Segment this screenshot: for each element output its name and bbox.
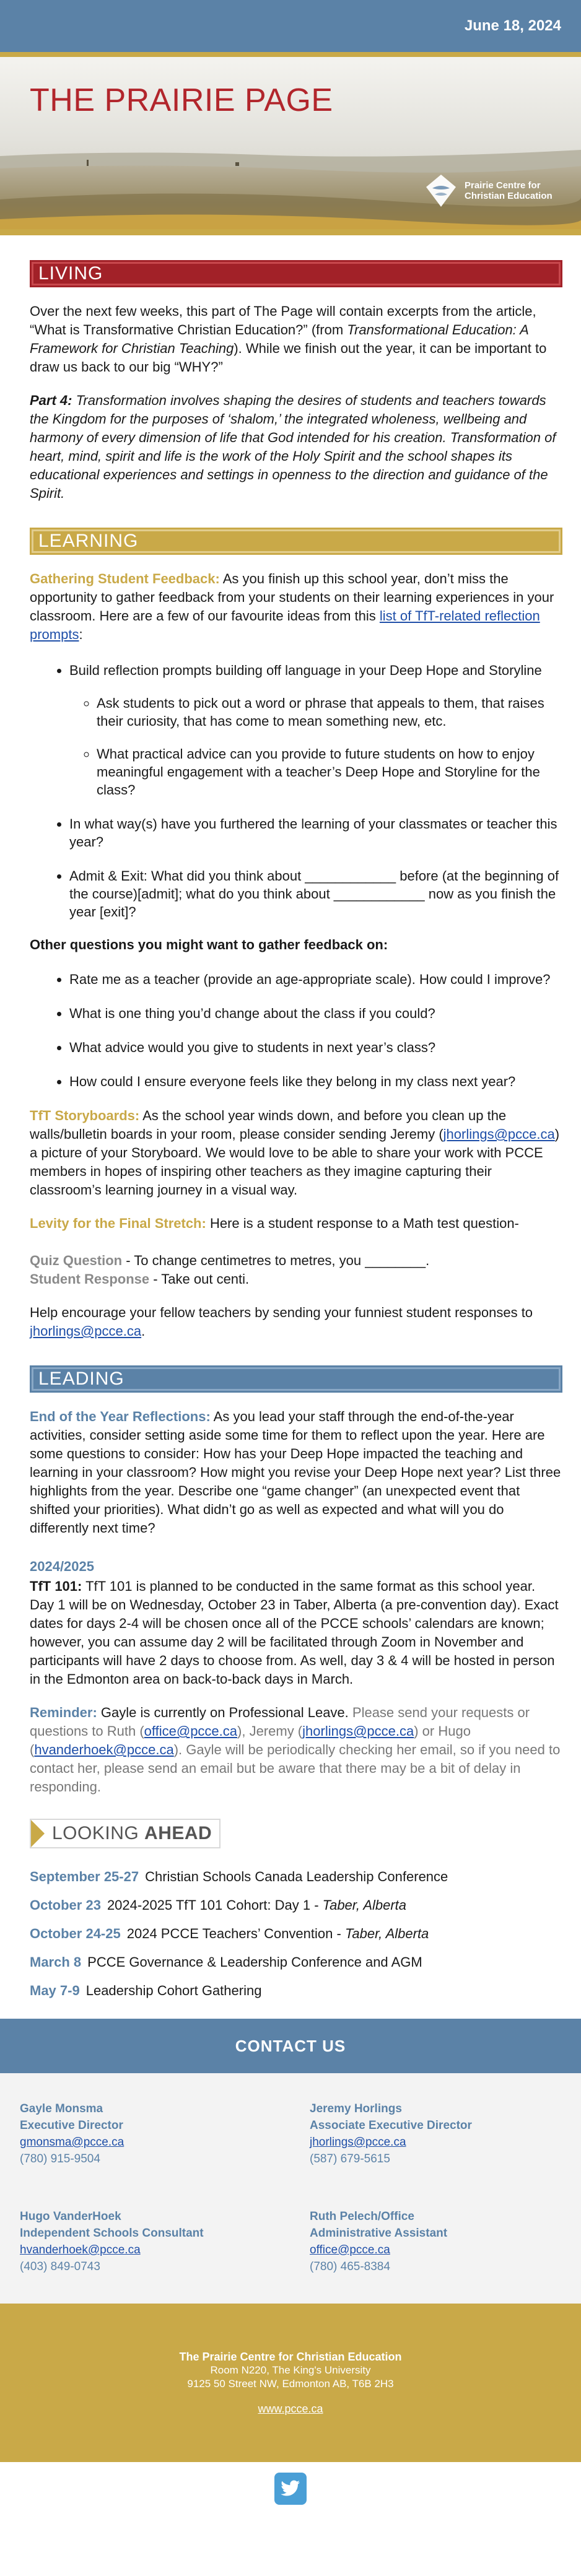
feedback-paragraph: Gathering Student Feedback: As you finish up this school year, don’t miss the opportunity to gather feedback from your students on their learning experiences in your classroom. Here are a few of our favourite ideas from this list of TfT-related reflection prompts:: [30, 571, 554, 642]
jeremy-email-link-2[interactable]: jhorlings@pcce.ca: [30, 1323, 142, 1339]
section-living-heading: LIVING: [30, 260, 562, 287]
hero-banner: [0, 52, 581, 235]
contact-card: Jeremy Horlings Associate Executive Director jhorlings@pcce.ca (587) 679-5615: [310, 2102, 472, 2165]
quiz-label: Quiz Question: [30, 1253, 123, 1268]
event-item: May 7-9 Leadership Cohort Gathering: [30, 1983, 262, 1998]
list-item: • Admit & Exit: What did you think about ____________ before (at the beginning of the course)[admit]; what do you think about ____________ now as you finish the year [exit]?: [69, 867, 562, 921]
encourage-paragraph: Help encourage your fellow teachers by sending your funniest student responses to jhorlings@pcce.ca.: [30, 1305, 533, 1339]
footer-org: The Prairie Centre for Christian Education: [179, 2351, 402, 2363]
pcce-logo: [424, 172, 564, 209]
contact-us-heading: CONTACT US: [0, 2019, 581, 2073]
list-item: • How could I ensure everyone feels like they belong in my class next year?: [69, 1073, 562, 1090]
list-item: • Build reflection prompts building off language in your Deep Hope and Storyline ◦ Ask students to pick out a word or phrase that appeals to them, that raises their curiosity, that has come to mean something new, etc. ◦ What practical advice can you provide to future students on how to enjoy meaningful engagement with a teacher’s Deep Hope and Storyline for the class?: [69, 661, 562, 799]
ruth-email-link[interactable]: office@pcce.ca: [144, 1723, 238, 1739]
list-item: ◦ What practical advice can you provide to future students on how to enjoy meaningful engagement with a teacher’s Deep Hope and Storyline for the class?: [97, 745, 562, 799]
event-item: October 23 2024-2025 TfT 101 Cohort: Day 1 - Taber, Alberta: [30, 1897, 407, 1913]
reflections-paragraph: End of the Year Reflections: As you lead your staff through the end-of-the-year activities, consider setting aside some time for them to reflect upon the year. Here are some questions to consider: How has your Deep Hope impacted the teaching and learning in your classroom? How might you revise your Deep Hope next year? List three highlights from the year. Describe one “game changer” (an unexpected event that shifted your priorities). What didn’t go as well as expected and what will you do differently next time?: [30, 1409, 561, 1536]
levity-paragraph: Levity for the Final Stretch: Here is a student response to a Math test question-: [30, 1216, 519, 1231]
section-leading-heading: LEADING: [30, 1365, 562, 1393]
website-link[interactable]: www.pcce.ca: [258, 2403, 323, 2415]
feedback-ideas-list: [30, 661, 562, 921]
event-item: September 25-27 Christian Schools Canada Leadership Conference: [30, 1869, 448, 1884]
event-item: October 24-25 2024 PCCE Teachers’ Convention - Taber, Alberta: [30, 1926, 429, 1941]
footer: [0, 2304, 581, 2462]
logo-line-1: Prairie Centre for: [465, 180, 541, 191]
contact-email-link[interactable]: office@pcce.ca: [310, 2243, 390, 2256]
events-list: [30, 1868, 562, 2000]
top-bar: [0, 0, 581, 52]
section-learning-heading: LEARNING: [30, 528, 562, 555]
other-questions-list: [30, 970, 562, 1090]
social-bar: [0, 2462, 581, 2515]
looking-ahead-heading: LOOKING AHEAD: [30, 1819, 221, 1848]
living-intro: Over the next few weeks, this part of The Page will contain excerpts from the article, “What is Transformative Christian Education?” (from Transformational Education: A Framework for Christian Teaching). While we finish out the year, it can be important to draw us back to our big “WHY?”: [30, 303, 547, 375]
contact-card: Ruth Pelech/Office Administrative Assistant office@pcce.ca (780) 465-8384: [310, 2210, 448, 2273]
triangle-arrow-icon: [31, 1820, 45, 1847]
footer-address: 9125 50 Street NW, Edmonton AB, T6B 2H3: [187, 2378, 394, 2390]
gold-divider: [0, 229, 581, 235]
contact-email-link[interactable]: hvanderhoek@pcce.ca: [20, 2243, 141, 2256]
year-label: 2024/2025: [30, 1559, 94, 1574]
reflections-label: End of the Year Reflections:: [30, 1409, 211, 1424]
part-label: Part 4:: [30, 393, 72, 408]
newsletter-content: [0, 260, 581, 2000]
contact-email-link[interactable]: gmonsma@pcce.ca: [20, 2136, 124, 2149]
dove-emblem-icon: [424, 172, 458, 209]
quiz-block: Quiz Question - To change centimetres to metres, you ________. Student Response - Take out centi.: [30, 1253, 430, 1287]
list-item: • What advice would you give to students in next year’s class?: [69, 1038, 562, 1056]
book-title: Transformational Education: A Framework for Christian Teaching: [30, 322, 528, 356]
other-questions-heading: Other questions you might want to gather feedback on:: [30, 937, 388, 952]
storyboards-paragraph: TfT Storyboards: As the school year winds down, and before you clean up the walls/bulletin boards in your room, please consider sending Jeremy (jhorlings@pcce.ca) a picture of your Storyboard. We would love to be able to share your work with PCCE members in hopes of inspiring other teachers as they imagine capturing their classroom’s learning journey in a visual way.: [30, 1108, 560, 1198]
list-item: • Rate me as a teacher (provide an age-appropriate scale). How could I improve?: [69, 970, 562, 988]
response-label: Student Response: [30, 1271, 150, 1287]
levity-label: Levity for the Final Stretch:: [30, 1216, 206, 1231]
tft101-paragraph: TfT 101: TfT 101 is planned to be conducted in the same format as this school year. Day 1 will be on Wednesday, October 23 in Taber, Alberta (a pre-convention day). Exact dates for days 2-4 will be chosen once all of the PCCE schools’ calendars are known; however, you can assume day 2 will be facilitated through Zoom in November and participants will have 2 days to choose from. As well, day 3 & 4 will be hosted in person in the Edmonton area on back-to-back days in March.: [30, 1578, 559, 1687]
list-item: ◦ Ask students to pick out a word or phrase that appeals to them, that raises their curiosity, that has come to mean something new, etc.: [97, 694, 562, 730]
logo-line-2: Christian Education: [465, 191, 553, 201]
tft101-label: TfT 101:: [30, 1578, 82, 1594]
hugo-email-link[interactable]: hvanderhoek@pcce.ca: [34, 1742, 174, 1757]
jeremy-email-link-3[interactable]: jhorlings@pcce.ca: [302, 1723, 414, 1739]
storyboards-label: TfT Storyboards:: [30, 1108, 140, 1123]
list-item: • In what way(s) have you furthered the learning of your classmates or teacher this year?: [69, 815, 562, 851]
reflection-prompts-link[interactable]: list of TfT-related reflection prompts: [30, 608, 540, 642]
contact-card: Gayle Monsma Executive Director gmonsma@pcce.ca (780) 915-9504: [20, 2102, 124, 2165]
contacts-grid: [0, 2073, 581, 2304]
event-item: March 8 PCCE Governance & Leadership Conference and AGM: [30, 1954, 422, 1970]
newsletter-title: THE PRAIRIE PAGE: [30, 82, 333, 118]
twitter-icon[interactable]: [274, 2473, 307, 2505]
list-item: • What is one thing you’d change about the class if you could?: [69, 1004, 562, 1022]
contact-email-link[interactable]: jhorlings@pcce.ca: [310, 2136, 406, 2149]
reminder-label: Reminder:: [30, 1705, 97, 1720]
contact-card: Hugo VanderHoek Independent Schools Consultant hvanderhoek@pcce.ca (403) 849-0743: [20, 2210, 204, 2273]
jeremy-email-link[interactable]: jhorlings@pcce.ca: [443, 1126, 555, 1142]
sub-list: [69, 694, 562, 799]
feedback-label: Gathering Student Feedback:: [30, 571, 220, 586]
issue-date: June 18, 2024: [464, 17, 561, 34]
reminder-paragraph: Reminder: Gayle is currently on Professional Leave. Please send your requests or questions to Ruth (office@pcce.ca), Jeremy (jhorlings@pcce.ca) or Hugo (hvanderhoek@pcce.ca). Gayle will be periodically checking her email, so if you need to contact her, please send an email but be aware that there may be a bit of delay in responding.: [30, 1705, 561, 1795]
footer-room: Room N220, The King's University: [210, 2364, 371, 2376]
living-part4: Part 4: Transformation involves shaping the desires of students and teachers towards the Kingdom for the purposes of ‘shalom,’ the integrated wholeness, wellbeing and harmony of every dimension of life that God intended for his creation. Transformation of heart, mind, spirit and life is the work of the Holy Spirit and the school shapes its educational experiences and settings in openness to the direction and guidance of the Spirit.: [30, 393, 556, 501]
